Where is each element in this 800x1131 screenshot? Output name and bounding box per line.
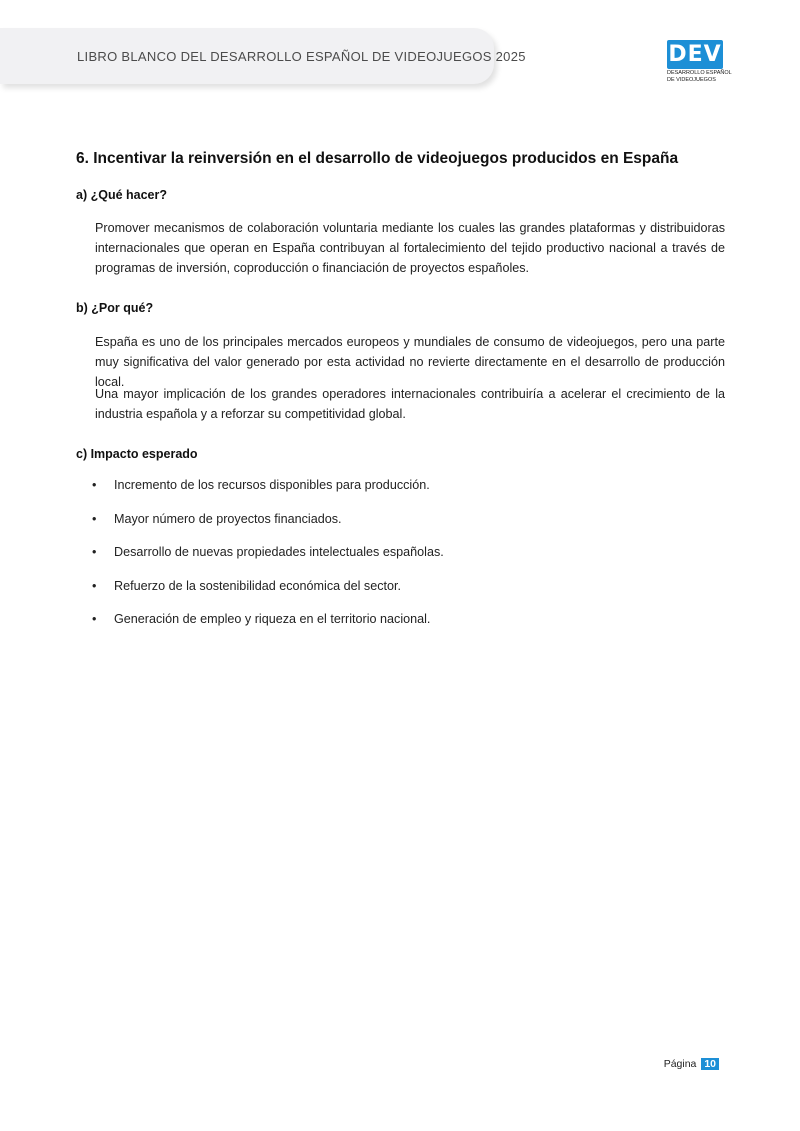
section-heading: 6. Incentivar la reinversión en el desarrollo de videojuegos producidos en España xyxy=(76,150,679,167)
paragraph-what: Promover mecanismos de colaboración voluntaria mediante los cuales las grandes plataformas y distribuidoras internacionales que operan en España contribuyan al fortalecimiento del tejido productivo nacional a través de programas de inversión, coproducción o financiación de proyectos españoles. xyxy=(95,221,725,275)
bullet-icon: • xyxy=(92,511,97,526)
subheading-what: a) ¿Qué hacer? xyxy=(76,188,167,202)
list-item: • Incremento de los recursos disponibles para producción. xyxy=(92,478,430,492)
subheading-impact: c) Impacto esperado xyxy=(76,447,198,461)
logo-mark: DEV xyxy=(668,42,722,67)
impact-list xyxy=(92,478,444,646)
bullet-icon: • xyxy=(92,612,97,626)
bullet-icon: • xyxy=(92,578,97,593)
page-number: 10 xyxy=(701,1058,719,1070)
bullet-icon: • xyxy=(92,478,97,492)
page-label: Página xyxy=(663,1058,697,1070)
list-item: • Mayor número de proyectos financiados. xyxy=(92,511,342,526)
paragraph-why-2: Una mayor implicación de los grandes operadores internacionales contribuiría a acelerar el crecimiento de la industria española y a reforzar su competitividad global. xyxy=(95,387,725,421)
logo-line-2: DE VIDEOJUEGOS xyxy=(667,77,716,83)
logo-line-1: DESARROLLO ESPAÑOL xyxy=(667,70,732,76)
list-item: • Refuerzo de la sostenibilidad económica del sector. xyxy=(92,578,402,593)
paragraph-why-1: España es uno de los principales mercados europeos y mundiales de consumo de videojuegos, pero una parte muy significativa del valor generado por esta actividad no revierte directamente en el desarrollo de producción local. xyxy=(95,335,725,389)
page-footer xyxy=(664,1058,719,1070)
subheading-why: b) ¿Por qué? xyxy=(76,301,154,315)
list-item: • Generación de empleo y riqueza en el territorio nacional. xyxy=(92,612,431,626)
list-item: • Desarrollo de nuevas propiedades intelectuales españolas. xyxy=(92,545,444,559)
document-title: LIBRO BLANCO DEL DESARROLLO ESPAÑOL DE VIDEOJUEGOS 2025 xyxy=(77,49,526,64)
dev-logo xyxy=(667,40,732,84)
bullet-icon: • xyxy=(92,545,97,559)
